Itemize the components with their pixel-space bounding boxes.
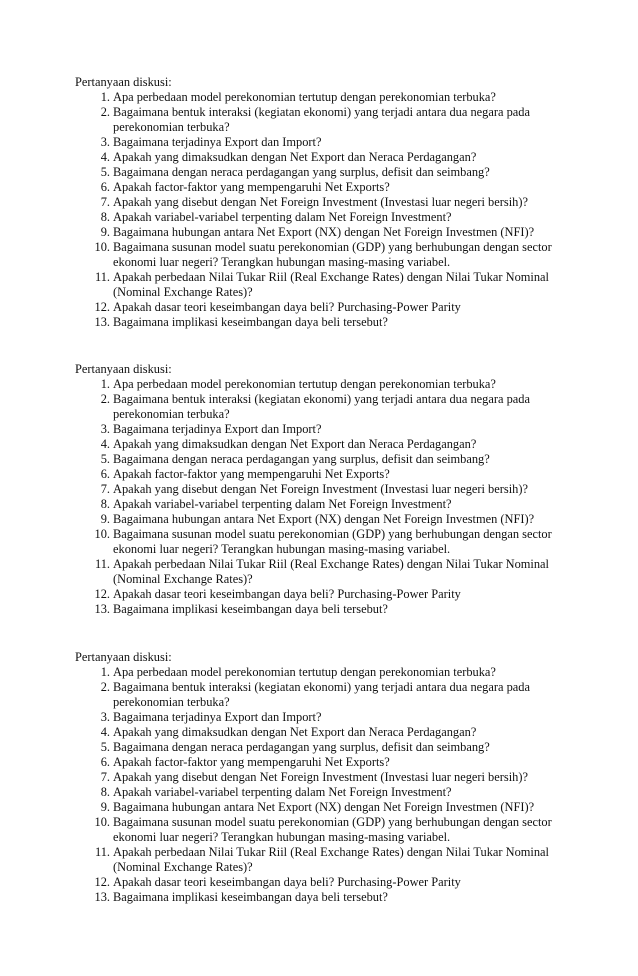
question-text-line: Apakah dasar teori keseimbangan daya beli? Purchasing-Power Parity — [113, 875, 461, 889]
question-text-line: Apakah yang disebut dengan Net Foreign Investment (Investasi luar negeri bersih)? — [113, 770, 528, 784]
question-item — [75, 180, 575, 195]
question-text-line: Apakah factor-faktor yang mempengaruhi Net Exports? — [113, 467, 390, 481]
question-text-line: Bagaimana dengan neraca perdagangan yang surplus, defisit dan seimbang? — [113, 452, 490, 466]
question-item — [75, 587, 575, 602]
question-text-line: Bagaimana dengan neraca perdagangan yang surplus, defisit dan seimbang? — [113, 165, 490, 179]
question-text-line: Bagaimana hubungan antara Net Export (NX) dengan Net Foreign Investmen (NFI)? — [113, 800, 535, 814]
discussion-section-1 — [75, 75, 575, 330]
section-heading: Pertanyaan diskusi: — [75, 362, 172, 376]
question-number: 12. — [94, 300, 110, 314]
question-text-line: Apakah factor-faktor yang mempengaruhi Net Exports? — [113, 755, 390, 769]
question-item — [75, 557, 575, 587]
question-text-line: ekonomi luar negeri? Terangkan hubungan masing-masing variabel. — [113, 542, 451, 556]
question-text-line: perekonomian terbuka? — [113, 695, 230, 709]
question-text-line: Apakah yang dimaksudkan dengan Net Export dan Neraca Perdagangan? — [113, 437, 477, 451]
question-number: 8. — [100, 210, 110, 224]
question-item — [75, 527, 575, 557]
question-text-line: Apakah yang disebut dengan Net Foreign Investment (Investasi luar negeri bersih)? — [113, 195, 528, 209]
question-number: 9. — [100, 225, 110, 239]
question-number: 1. — [100, 377, 110, 391]
question-number: 9. — [100, 512, 110, 526]
question-number: 1. — [100, 665, 110, 679]
question-item — [75, 377, 575, 392]
question-number: 3. — [100, 710, 110, 724]
question-number: 11. — [94, 845, 110, 859]
question-text-line: Bagaimana bentuk interaksi (kegiatan ekonomi) yang terjadi antara dua negara pada — [113, 680, 530, 694]
question-number: 12. — [94, 587, 110, 601]
question-number: 3. — [100, 135, 110, 149]
question-text-line: Bagaimana terjadinya Export dan Import? — [113, 422, 322, 436]
question-number: 8. — [100, 497, 110, 511]
question-number: 5. — [100, 165, 110, 179]
question-text-line: Apakah yang disebut dengan Net Foreign Investment (Investasi luar negeri bersih)? — [113, 482, 528, 496]
question-number: 7. — [100, 482, 110, 496]
discussion-section-2 — [75, 362, 575, 617]
question-text-line: Apa perbedaan model perekonomian tertutup dengan perekonomian terbuka? — [113, 377, 496, 391]
question-text-line: Apakah perbedaan Nilai Tukar Riil (Real Exchange Rates) dengan Nilai Tukar Nominal — [113, 845, 549, 859]
question-text-line: ekonomi luar negeri? Terangkan hubungan masing-masing variabel. — [113, 255, 451, 269]
question-text-line: Bagaimana dengan neraca perdagangan yang surplus, defisit dan seimbang? — [113, 740, 490, 754]
question-list — [75, 377, 575, 617]
question-item — [75, 890, 575, 905]
question-item — [75, 270, 575, 300]
question-number: 8. — [100, 785, 110, 799]
question-number: 9. — [100, 800, 110, 814]
question-item — [75, 785, 575, 800]
question-item — [75, 875, 575, 890]
question-text-line: Bagaimana terjadinya Export dan Import? — [113, 710, 322, 724]
question-item — [75, 740, 575, 755]
question-item — [75, 105, 575, 135]
question-item — [75, 680, 575, 710]
question-number: 12. — [94, 875, 110, 889]
question-text-line: Bagaimana implikasi keseimbangan daya beli tersebut? — [113, 602, 388, 616]
question-item — [75, 392, 575, 422]
question-number: 6. — [100, 755, 110, 769]
question-item — [75, 452, 575, 467]
question-text-line: (Nominal Exchange Rates)? — [113, 285, 253, 299]
question-number: 2. — [100, 105, 110, 119]
question-text-line: Apakah yang dimaksudkan dengan Net Export dan Neraca Perdagangan? — [113, 725, 477, 739]
question-number: 5. — [100, 452, 110, 466]
question-text-line: Bagaimana susunan model suatu perekonomian (GDP) yang berhubungan dengan sector — [113, 527, 552, 541]
question-number: 13. — [94, 890, 110, 904]
question-number: 13. — [94, 602, 110, 616]
question-text-line: perekonomian terbuka? — [113, 120, 230, 134]
question-text-line: Bagaimana bentuk interaksi (kegiatan ekonomi) yang terjadi antara dua negara pada — [113, 392, 530, 406]
question-item — [75, 165, 575, 180]
question-number: 10. — [94, 527, 110, 541]
question-item — [75, 770, 575, 785]
question-text-line: Bagaimana terjadinya Export dan Import? — [113, 135, 322, 149]
question-item — [75, 210, 575, 225]
question-text-line: Bagaimana hubungan antara Net Export (NX) dengan Net Foreign Investmen (NFI)? — [113, 512, 535, 526]
question-number: 6. — [100, 180, 110, 194]
question-number: 4. — [100, 725, 110, 739]
question-number: 2. — [100, 680, 110, 694]
question-item — [75, 300, 575, 315]
question-text-line: Apakah perbedaan Nilai Tukar Riil (Real Exchange Rates) dengan Nilai Tukar Nominal — [113, 270, 549, 284]
discussion-section-3 — [75, 650, 575, 905]
question-number: 11. — [94, 557, 110, 571]
question-text-line: Bagaimana bentuk interaksi (kegiatan ekonomi) yang terjadi antara dua negara pada — [113, 105, 530, 119]
question-number: 10. — [94, 240, 110, 254]
question-item — [75, 725, 575, 740]
question-list — [75, 665, 575, 905]
question-number: 11. — [94, 270, 110, 284]
question-item — [75, 602, 575, 617]
question-number: 6. — [100, 467, 110, 481]
question-text-line: Apakah dasar teori keseimbangan daya beli? Purchasing-Power Parity — [113, 300, 461, 314]
question-item — [75, 195, 575, 210]
question-number: 2. — [100, 392, 110, 406]
question-text-line: (Nominal Exchange Rates)? — [113, 572, 253, 586]
section-heading: Pertanyaan diskusi: — [75, 650, 172, 664]
question-item — [75, 497, 575, 512]
question-item — [75, 225, 575, 240]
question-text-line: Bagaimana susunan model suatu perekonomian (GDP) yang berhubungan dengan sector — [113, 815, 552, 829]
question-text-line: Apakah variabel-variabel terpenting dalam Net Foreign Investment? — [113, 785, 452, 799]
question-number: 4. — [100, 150, 110, 164]
question-item — [75, 815, 575, 845]
question-text-line: Apakah dasar teori keseimbangan daya beli? Purchasing-Power Parity — [113, 587, 461, 601]
question-text-line: (Nominal Exchange Rates)? — [113, 860, 253, 874]
question-item — [75, 710, 575, 725]
question-text-line: Apakah perbedaan Nilai Tukar Riil (Real Exchange Rates) dengan Nilai Tukar Nominal — [113, 557, 549, 571]
question-item — [75, 512, 575, 527]
question-number: 4. — [100, 437, 110, 451]
question-number: 5. — [100, 740, 110, 754]
question-item — [75, 240, 575, 270]
question-text-line: Apa perbedaan model perekonomian tertutup dengan perekonomian terbuka? — [113, 90, 496, 104]
question-number: 1. — [100, 90, 110, 104]
question-number: 3. — [100, 422, 110, 436]
question-item — [75, 150, 575, 165]
question-item — [75, 437, 575, 452]
question-list — [75, 90, 575, 330]
question-text-line: Apa perbedaan model perekonomian tertutup dengan perekonomian terbuka? — [113, 665, 496, 679]
question-text-line: perekonomian terbuka? — [113, 407, 230, 421]
question-item — [75, 845, 575, 875]
section-heading: Pertanyaan diskusi: — [75, 75, 172, 89]
question-text-line: Bagaimana implikasi keseimbangan daya beli tersebut? — [113, 890, 388, 904]
question-number: 7. — [100, 770, 110, 784]
question-number: 7. — [100, 195, 110, 209]
question-item — [75, 315, 575, 330]
question-text-line: Apakah variabel-variabel terpenting dalam Net Foreign Investment? — [113, 497, 452, 511]
question-item — [75, 665, 575, 680]
question-item — [75, 90, 575, 105]
question-text-line: Bagaimana implikasi keseimbangan daya beli tersebut? — [113, 315, 388, 329]
question-item — [75, 482, 575, 497]
question-text-line: Apakah variabel-variabel terpenting dalam Net Foreign Investment? — [113, 210, 452, 224]
question-item — [75, 135, 575, 150]
question-number: 10. — [94, 815, 110, 829]
question-text-line: Apakah factor-faktor yang mempengaruhi Net Exports? — [113, 180, 390, 194]
question-item — [75, 755, 575, 770]
question-text-line: Bagaimana susunan model suatu perekonomian (GDP) yang berhubungan dengan sector — [113, 240, 552, 254]
question-item — [75, 422, 575, 437]
question-text-line: Bagaimana hubungan antara Net Export (NX) dengan Net Foreign Investmen (NFI)? — [113, 225, 535, 239]
question-item — [75, 467, 575, 482]
question-text-line: ekonomi luar negeri? Terangkan hubungan masing-masing variabel. — [113, 830, 451, 844]
question-text-line: Apakah yang dimaksudkan dengan Net Export dan Neraca Perdagangan? — [113, 150, 477, 164]
question-item — [75, 800, 575, 815]
question-number: 13. — [94, 315, 110, 329]
